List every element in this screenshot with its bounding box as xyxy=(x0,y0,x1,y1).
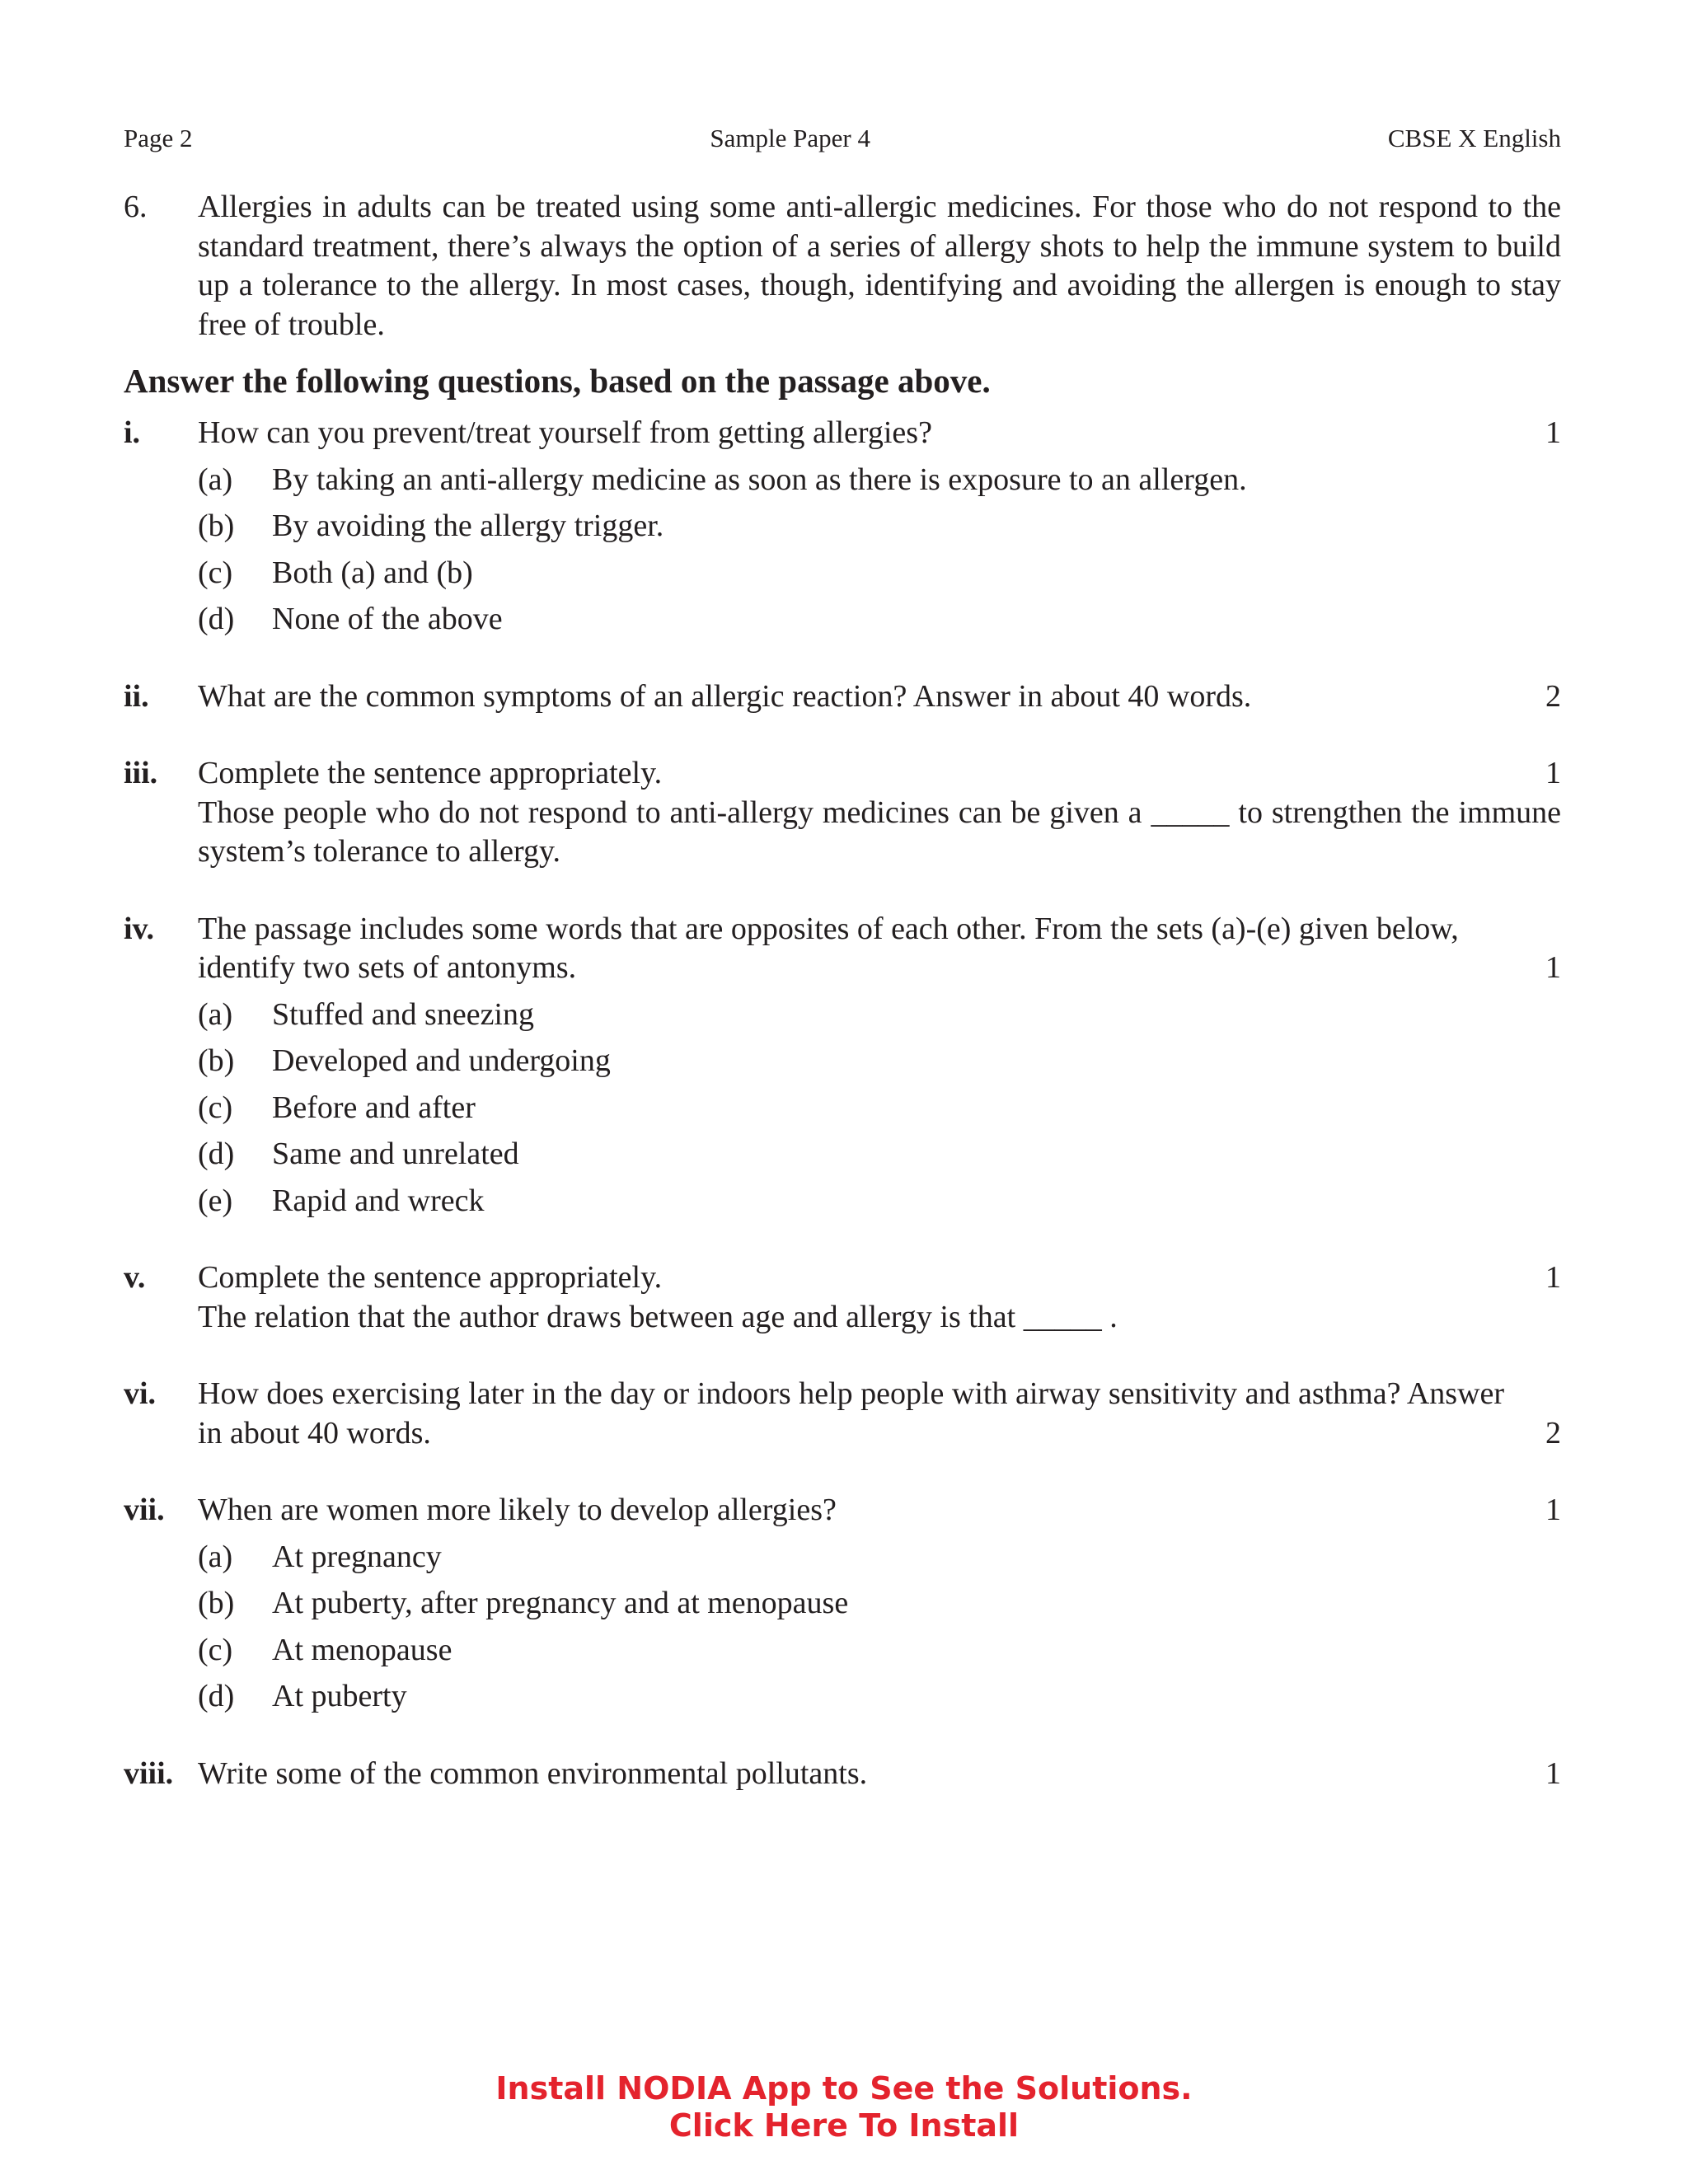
sentence-to-complete: Those people who do not respond to anti-allergy medicines can be given a _____ to strengthen the immune system’s tolerance to allergy. xyxy=(198,794,1561,869)
paper-title: Sample Paper 4 xyxy=(710,124,870,152)
option-label: (b) xyxy=(198,509,235,543)
question-text-continued: in about 40 words. xyxy=(198,1415,431,1451)
option-text: Before and after xyxy=(272,1090,476,1125)
option-label: (a) xyxy=(198,462,233,497)
sentence-to-complete: The relation that the author draws between age and allergy is that _____ . xyxy=(198,1299,1118,1334)
question-text-continued: identify two sets of antonyms. xyxy=(198,950,577,985)
question-vi xyxy=(124,1375,1561,1453)
click-to-install-link[interactable]: Click Here To Install xyxy=(668,2107,1020,2144)
question-marks: 1 xyxy=(1545,415,1561,450)
question-number: i. xyxy=(124,415,141,450)
option-label: (d) xyxy=(198,1137,235,1171)
question-text: The passage includes some words that are opposites of each other. From the sets (a)-(e) given below, xyxy=(198,911,1459,946)
question-marks: 1 xyxy=(1545,1493,1561,1527)
option-text: At pregnancy xyxy=(272,1539,442,1574)
option-text: By avoiding the allergy trigger. xyxy=(272,509,664,543)
question-text: Write some of the common environmental pollutants. xyxy=(198,1755,868,1791)
option-label: (a) xyxy=(198,1539,233,1574)
question-number: vi. xyxy=(124,1376,157,1411)
option-label: (b) xyxy=(198,1586,235,1620)
question-text: How does exercising later in the day or indoors help people with airway sensitivity and asthma? Answer xyxy=(198,1376,1505,1411)
option-c xyxy=(198,1631,1561,1671)
question-paper-content xyxy=(124,188,1561,1793)
option-label: (b) xyxy=(198,1043,235,1078)
question-viii xyxy=(124,1755,1561,1794)
question-number: iii. xyxy=(124,756,158,790)
paragraph-number: 6. xyxy=(124,190,148,224)
question-vii xyxy=(124,1491,1561,1717)
option-a xyxy=(198,461,1561,500)
option-d xyxy=(198,1135,1561,1174)
option-b xyxy=(198,1584,1561,1624)
question-ii xyxy=(124,677,1561,717)
question-number: v. xyxy=(124,1260,146,1295)
option-d xyxy=(198,1677,1561,1717)
question-marks: 1 xyxy=(1545,756,1561,790)
install-app-banner[interactable] xyxy=(0,2070,1688,2144)
option-text: At puberty xyxy=(272,1679,407,1713)
option-label: (e) xyxy=(198,1183,233,1218)
option-b xyxy=(198,507,1561,546)
option-b xyxy=(198,1042,1561,1081)
question-text: Complete the sentence appropriately. xyxy=(198,756,663,790)
option-label: (a) xyxy=(198,996,233,1032)
option-text: Rapid and wreck xyxy=(272,1183,485,1218)
question-marks: 2 xyxy=(1545,678,1561,714)
question-iii xyxy=(124,754,1561,872)
option-a xyxy=(198,1538,1561,1577)
question-number: vii. xyxy=(124,1493,165,1527)
question-number: iv. xyxy=(124,911,154,946)
option-label: (d) xyxy=(198,1679,235,1713)
option-text: At puberty, after pregnancy and at menopause xyxy=(272,1586,849,1620)
question-v xyxy=(124,1258,1561,1337)
option-label: (c) xyxy=(198,1090,233,1125)
question-i xyxy=(124,414,1561,640)
passage-paragraph xyxy=(124,188,1561,344)
option-d xyxy=(198,600,1561,640)
option-a xyxy=(198,996,1561,1035)
option-e xyxy=(198,1182,1561,1221)
instruction-heading: Answer the following questions, based on the passage above. xyxy=(124,362,991,400)
option-label: (c) xyxy=(198,555,233,590)
page-number: Page 2 xyxy=(124,124,193,152)
option-c xyxy=(198,554,1561,593)
question-marks: 1 xyxy=(1545,950,1561,985)
option-label: (c) xyxy=(198,1632,233,1667)
option-text: Stuffed and sneezing xyxy=(272,996,534,1032)
option-c xyxy=(198,1089,1561,1128)
option-label: (d) xyxy=(198,602,235,636)
option-text: Same and unrelated xyxy=(272,1137,519,1171)
question-text: How can you prevent/treat yourself from getting allergies? xyxy=(198,415,932,450)
question-marks: 2 xyxy=(1545,1415,1561,1451)
install-app-message[interactable]: Install NODIA App to See the Solutions. xyxy=(495,2070,1193,2107)
page-header xyxy=(124,122,1561,155)
question-text: Complete the sentence appropriately. xyxy=(198,1260,663,1295)
option-text: None of the above xyxy=(272,602,503,636)
question-text: When are women more likely to develop allergies? xyxy=(198,1493,837,1527)
subject-label: CBSE X English xyxy=(1387,124,1561,152)
option-text: Both (a) and (b) xyxy=(272,555,473,590)
question-marks: 1 xyxy=(1545,1260,1561,1295)
question-number: viii. xyxy=(124,1755,174,1791)
question-number: ii. xyxy=(124,678,149,714)
option-text: Developed and undergoing xyxy=(272,1043,611,1078)
option-text: By taking an anti-allergy medicine as soon as there is exposure to an allergen. xyxy=(272,462,1247,497)
option-text: At menopause xyxy=(272,1632,452,1667)
question-iv xyxy=(124,910,1561,1221)
paragraph-text: Allergies in adults can be treated using some anti-allergic medicines. For those who do not respond to the standard treatment, there’s always the option of a series of allergy shots to help the immune system to build up a tolerance to the allergy. In most cases, though, identifying and avoiding the allergen is enough to stay free of trouble. xyxy=(198,190,1561,342)
question-text: What are the common symptoms of an allergic reaction? Answer in about 40 words. xyxy=(198,678,1252,714)
question-marks: 1 xyxy=(1545,1755,1561,1791)
